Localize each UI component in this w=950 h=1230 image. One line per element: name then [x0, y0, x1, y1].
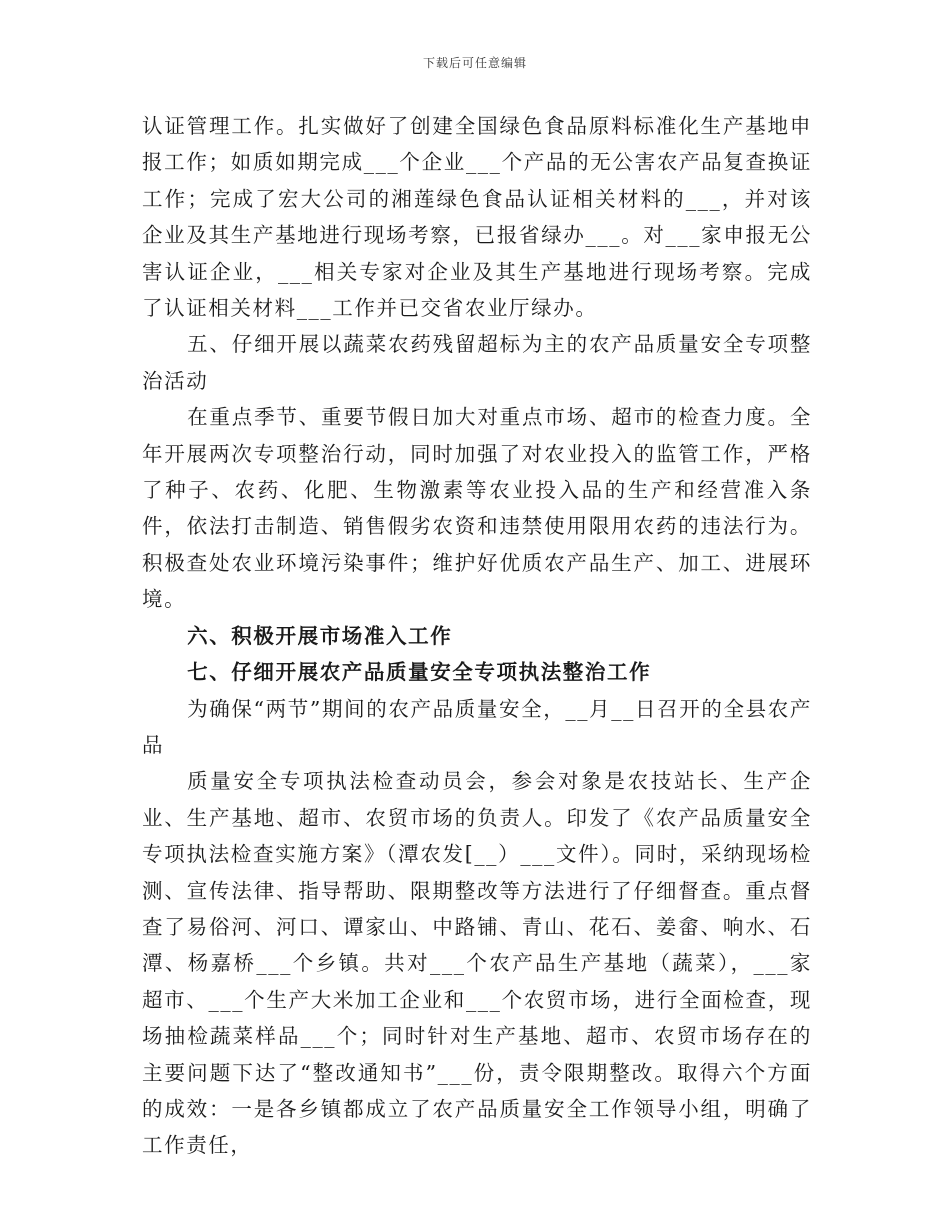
paragraph-certification: 认证管理工作。扎实做好了创建全国绿色食品原料标准化生产基地申报工作；如质如期完成___个企业___个产品的无公害农产品复查换证工作；完成了宏大公司的湘莲绿色食品认证相关材料的___，并对该企业及其生产基地进行现场考察，已报省绿办___。对___家申报无公害认证企业，___相关专家对企业及其生产基地进行现场考察。完成了认证相关材料___工作并已交省农业厅绿办。: [142, 114, 812, 321]
section-heading-6: 六、积极开展市场准入工作: [187, 623, 453, 648]
page-header-note: 下载后可任意编辑: [422, 56, 527, 70]
paragraph-inspection: 在重点季节、重要节假日加大对重点市场、超市的检查力度。全年开展两次专项整治行动，同时加强了对农业投入的监管工作，严格了种子、农药、化肥、生物激素等农业投入品的生产和经营准入条件，依法打击制造、销售假劣农资和违禁使用限用农药的违法行为。积极查处农业环境污染事件；维护好优质农产品生产、加工、进展环境。: [142, 405, 812, 612]
section-heading-7: 七、仔细开展农产品质量安全专项执法整治工作: [187, 660, 652, 685]
document-body: [142, 108, 812, 1164]
section-heading-5: 五、仔细开展以蔬菜农药残留超标为主的农产品质量安全专项整治活动: [142, 332, 812, 393]
paragraph-two-festivals: 为确保“两节”期间的农产品质量安全，__月__日召开的全县农产品: [142, 696, 812, 757]
paragraph-enforcement: 质量安全专项执法检查动员会，参会对象是农技站长、生产企业、生产基地、超市、农贸市场的负责人。印发了《农产品质量安全专项执法检查实施方案》（潭农发[__）___文件）。同时，采纳现场检测、宣传法律、指导帮助、限期整改等方法进行了仔细督查。重点督查了易俗河、河口、谭家山、中路铺、青山、花石、姜畲、响水、石潭、杨嘉桥___个乡镇。共对___个农产品生产基地（蔬菜），___家超市、___个生产大米加工企业和___个农贸市场，进行全面检查，现场抽检蔬菜样品___个；同时针对生产基地、超市、农贸市场存在的主要问题下达了“整改通知书”___份，责令限期整改。取得六个方面的成效：一是各乡镇都成立了农产品质量安全工作领导小组，明确了工作责任，: [142, 769, 812, 1158]
